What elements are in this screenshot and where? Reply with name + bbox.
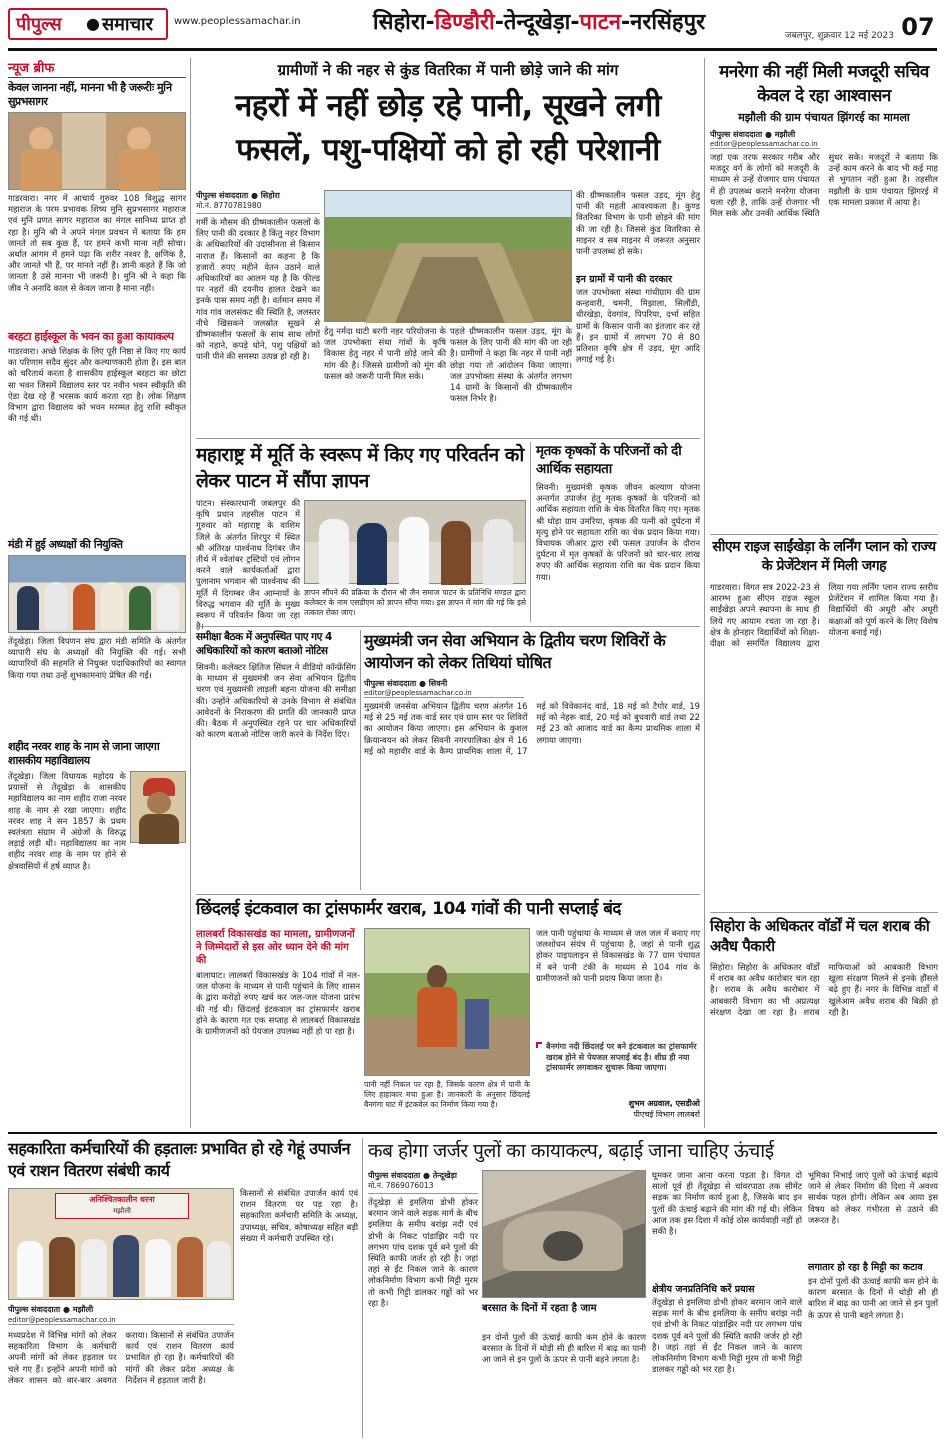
brief-text: तेंदूखेड़ा। जिला विपणन संघ द्वारा मंडी समिति के अंतर्गत व्यापारी संघ के अध्यक्षों की नियुक्ति की गई। सभी व्यापारियों की सहमति से नियुक्त पदाधिकारियों का स्वागत किया गया तथा उन्हें शुभकामनाएं प्रेषित की गईं। xyxy=(8,636,186,680)
patan-text: पाटन। संस्कारधानी जबलपुर की कृषि प्रधान तहसील पाटन में गुरुवार को महाराष्ट्र के वाशिम जिले के अंतर्गत शिरपुर में स्थित श्री अंतिरक्ष पार्श्वनाथ दिगंबर जैन तीर्थ में श्वेतांबर ट्रस्टियों एवं लोगन करने वाले कार्यकर्ताओं द्वारा पुलानाम भगवान श्री पार्श्वनाथ की मूर्ति में दिगम्बर जैन आम्नायों के विरुद्ध भगवान की मूर्ति के मुख्य स्वरूप में परिवर्तन किया जा रहा xyxy=(196,498,300,621)
lead-right-text2: जल उपभोक्ता संस्था गांधीग्राम की ग्राम कन्हवारी, चमनी, मिझाला, सिलौंडी, धीरखेड़ा, देवगांव, पिपरिया, दर्भा सहित ग्रामों के किसान पानी का इंतजार कर रहे हैं। इन ग्रामों में लगभग 70 से 80 प्रतिशत कृषि क्षेत्र में उड़द, मूंग आदि लगाई गई है। xyxy=(576,287,700,365)
seem-story xyxy=(710,538,938,908)
bridge-right-text: घूमकर जाना आना करना पड़ता है। विगत दो सालों पूर्व ही तेंदूखेड़ा से चांवरपाठा तक सीमेंट सड़क का निर्माण कार्य हुआ है, जिसके बाद इन पुलों की ऊंचाई बढ़ाने की मांग की गई थी। लेकिन आज तक इस दिशा में कोई ठोस कार्यवाही नहीं हो सकी है। xyxy=(652,1170,802,1237)
quote-text: बैनगंगा नदी छिंदलई पर बने इंटकवाल का ट्रांसफार्मर खराब होने से पेयजल सप्लाई बंद है। शीघ्र ही नया ट्रांसफार्मर लगवाकर सुचारू किया जाएगा। xyxy=(546,1042,697,1072)
logo-main: पीपुल्स xyxy=(16,14,62,35)
divider xyxy=(196,894,700,895)
mgnrega-story xyxy=(710,60,938,530)
lead-kicker: ग्रामीणों ने की नहर से कुंड वितरिका में पानी छोड़े जाने की मांग xyxy=(277,61,619,79)
strike-email[interactable]: editor@peoplessamachar.co.in xyxy=(8,1316,234,1325)
review-text: सिवनी। कलेक्टर क्षितिज सिंघल ने वीडियो कॉन्फ्रेंसिंग के माध्यम से मुख्यमंत्री जन सेवा अभियान द्वितीय चरण एवं मुख्यमंत्री लाड़ली बहना योजना की समीक्षा की। उन्होंने अधिकारियों से उनके विभाग से संबंधित आवेदनों के निराकरण की प्रगति की जानकारी प्राप्त की। बैठक में अनुपस्थित रहने पर चार अधिकारियों को कारण बताओ नोटिस जारी करने के निर्देश दिए। xyxy=(196,662,356,740)
brief-text: गाडरवारा। अच्छे शिक्षक के लिए पूरी निष्ठा से किए गए कार्य का परिणाम सदैव सुंदर और कल्याणकारी होता है। इस बात को चरितार्थ करता है शासकीय हाईस्कूल बरहटा का छोटा सा भवन जिसमें विद्यालय स्तर पर नवीन भवन स्वीकृति की ऐडा देख रहे हैं भरसक कार्य करता रहा है। लोक शिक्षण विभाग द्वारा विद्यालय को भवन मरम्मत हेतु राशि स्वीकृत की गई थी। xyxy=(8,346,186,424)
lead-right-text: की ग्रीष्मकालीन फसल उड़द, मूंग हेतु पानी की महती आवश्यकता है। कुण्ड वितरिका विभाग के पानी छोड़ने की मांग की जा रही है। जिससे कुंड वितरिका से माइनर व सब माइनर में जरूरत अनुसार पानी उपलब्ध हो सके। xyxy=(576,190,700,257)
bridge-subhead: लगातार हो रहा है मिट्टी का कटाव xyxy=(808,1262,923,1273)
jansewa-headline: मुख्यमंत्री जन सेवा अभियान के द्वितीय चरण शिविरों के आयोजन को लेकर तिथियां घोषित xyxy=(364,631,666,672)
mgnrega-text: जहां एक तरफ सरकार गरीब और मजदूर वर्ग के लोगों को मजदूरी के माध्यम से उन्हें रोजगार ग्राम पंचायत में ही उपलब्ध कराने मनरेगा योजना चला रही है, ताकि उन्हें रोजगार भी मिल सके और उनकी आर्थिक स्थिति सुधर सके। मजदूरों ने बताया कि उन्हें काम करने के बाद भी कई माह से भुगतान नहीं हुआ है। तहसील मझौली के ग्राम पंचायत झिंगरई में एक मामला प्रकाश में आया है। xyxy=(710,152,938,219)
brief-label: न्यूज ब्रीफ xyxy=(8,58,186,78)
edition-title: सिहोरा-डिण्डौरी-तेन्दूखेड़ा-पाटन-नरसिंहपुर xyxy=(372,10,706,35)
brief-text: तेंदूखेड़ा। जिला विधायक महोदय के प्रयासों से तेंदूखेड़ा के शासकीय महाविद्यालय का नाम शहीद राजा नरवर शाह के नाम से रखा जाएगा। शहीद नरवर शाह ने सन 1857 के प्रथम स्वतंत्रता संग्राम में अंग्रेजों के विरुद्ध लड़ाई लड़ी थी। महाविद्यालय का नाम शहीद नरवर शाह के नाम पर होने से क्षेत्रवासियों में हर्ष व्याप्त है। xyxy=(8,771,126,871)
transformer-subhead: लालबर्रा विकासखंड का मामला, ग्रामीणजनों ने जिम्मेदारों से इस ओर ध्यान देने की मांग की xyxy=(196,929,355,966)
memorandum-photo xyxy=(304,500,526,584)
brief-headline: केवल जानना नहीं, मानना भी है जरूरीः मुनि सुप्रभसागर xyxy=(8,81,172,108)
divider xyxy=(704,58,705,1128)
page-number: 07 xyxy=(901,13,935,41)
banner-text: अनिश्चितकालीन धरना xyxy=(89,1195,155,1204)
jansewa-byline: पीपुल्स संवाददाता ● सिवनी xyxy=(364,679,448,688)
bridge-right-text2: तेंदूखेड़ा से इमलिया डोभी होकर बरमान जाने वाले सड़क मार्ग के बीच इमलिया के समीप बरांझ नदी एवं डोभी के निकट पांडाझिर नदी पर लगभग पांच दशक पूर्व बने पुलों की स्थिति काफी जर्जर हो रही है। जहां तहां से ईंट निकल जाने के कारण लोकनिर्माण विभाग कभी मिट्टी मुरम तो कभी गिट्टी डालकर गड्ढों को भर रहा है। xyxy=(652,1297,802,1375)
masthead-rule xyxy=(8,48,937,51)
mgnrega-byline: पीपुल्स संवाददाता ● मझौली xyxy=(710,130,796,139)
transformer-caption: पानी नहीं निकल पर रहा है, जिसके कारण क्षेत्र में पानी के लिए हाहाकार मचा हुआ है। जानकारी के अनुसार छिंदलई बैनगंगा घाट में इंटकवेल का निर्माण किया गया है। xyxy=(364,1080,530,1109)
brief-text: गाडरवारा। नगर में आचार्य गुरुवर 108 विशुद्ध सागर महाराज के परम प्रभावक शिष्य मुनि सुप्रभसागर महाराज एवं मुनि प्रणत सागर महाराज का मंगल सानिध्य प्राप्त हो रहा है। मुनि श्री ने अपने मंगल प्रवचन में बताया कि हम जानते तो सब कुछ हैं, पर हमने कभी माना नहीं सोचा। अर्थात आगम में हमने पढ़ा कि शरीर नश्वर है, क्षणिक है, और जानते भी हैं, पर मानते नहीं हैं। ज्ञानी कहते हैं कि जो जानता है उसे मानना भी जरूरी है। मुनि श्री ने कहा कि जीव ने अनादि काल से केवल जाना है माना नहीं। xyxy=(8,193,186,293)
relief-text: सिवनी। मुख्यमंत्री कृषक जीवन कल्याण योजना अन्तर्गत उपार्जन हेतु मृतक कृषकों के परिजनों को आर्थिक सहायता राशि के चेक वितरित किए गए। मृतक श्री घोड़ा ग्राम उमरिया, कृषक की पत्नी को दुर्घटना में मृत्यु होने पर सहायता राशि का चेक प्रदान किया गया। विधायक जीआर द्वारा रबी फसल उपार्जन के दौरान दुर्घटना में मृत कृषकों के परिजनों को चार-चार लाख रुपए की आर्थिक सहायता राशि का चेक प्रदान किया गया। xyxy=(536,482,700,582)
mgnrega-email[interactable]: editor@peoplessamachar.co.in xyxy=(710,140,820,149)
brief-headline: मंडी में हुई अध्यक्षों की नियुक्ति xyxy=(8,538,123,551)
bridge-story xyxy=(368,1138,938,1438)
sihora-story xyxy=(710,916,938,1128)
bridge-headline: कब होगा जर्जर पुलों का कायाकल्प, बढ़ाई जाना चाहिए ऊंचाई xyxy=(368,1140,774,1162)
lead-subhead: इन ग्रामों में पानी की दरकार xyxy=(576,274,673,285)
strike-story xyxy=(8,1138,358,1438)
jansewa-text: मुख्यमंत्री जनसेवा अभियान द्वितीय चरण अंतर्गत 16 मई से 25 मई तक वार्ड स्तर एवं ग्राम स्तर पर शिविरों का आयोजन किया जाएगा। इस अभियान के कुशल क्रियान्वयन को लेकर सिवनी नगरपालिका क्षेत्र में 16 मई को महावीर वार्ड के कैम्प प्राथमिक शाला में, 17 मई को विवेकानंद वार्ड, 18 मई को टैगोर वार्ड, 19 मई को नेहरू वार्ड, 20 मई को बुधवारी वार्ड तथा 22 मई 23 को आजाद वार्ड का कैम्प प्राथमिक शाला में लगाया जाएगा। xyxy=(364,701,700,756)
mgnrega-headline: मनरेगा की नहीं मिली मजदूरी सचिव केवल दे रहा आश्वासन xyxy=(719,62,929,106)
jansewa-story xyxy=(364,630,700,890)
bridge-byline: पीपुल्स संवाददाता ● तेन्दूखेड़ा xyxy=(368,1171,457,1180)
bridge-far xyxy=(808,1170,938,1438)
seem-headline: सीएम राइज साईंखेड़ा के लर्निंग प्लान को राज्य के प्रेजेंटेशन में मिली जगह xyxy=(712,539,936,574)
monk-photo xyxy=(8,112,186,190)
strike-headline: सहकारिता कर्मचारियों की हड़तालः प्रभावित हो रहे गेहूं उपार्जन एवं राशन वितरण संबंधी कार्य xyxy=(8,1139,350,1180)
logo-bullet-icon: ● xyxy=(86,14,100,33)
bottom-rule xyxy=(8,1132,937,1134)
bridge-caption-head: बरसात के दिनों में रहता है जाम xyxy=(482,1303,597,1314)
divider xyxy=(362,1138,363,1438)
bridge-photo xyxy=(482,1170,646,1298)
transformer-headline: छिंदलई इंटकवाल का ट्रांसफार्मर खराब, 104 गांवों की पानी सप्लाई बंद xyxy=(196,899,621,919)
patan-story xyxy=(196,442,526,622)
lead-headline: नहरों में नहीं छोड़ रहे पानी, सूखने लगी फसलें, पशु-पक्षियों को हो रही परेशानी xyxy=(235,88,661,168)
strike-byline: पीपुल्स संवाददाता ● मझौली xyxy=(8,1305,94,1314)
transformer-right-text: जल पानी पहुंचाया के माध्यम से जल जल में बनाए गए जलशोधन संयंत्र में पहुंचाया है, जहां से पानी शुद्ध होकर पाइपलाइन से विकासखंड के 77 ग्राम पंचायत में बने पानी टंकी के माध्यम से 104 गांव के ग्रामीणजनों को पानी प्रदाय किया जाता है। xyxy=(536,928,700,983)
review-headline: समीक्षा बैठक में अनुपस्थित पाए गए 4 अधिकारियों को कारण बताओ नोटिस xyxy=(196,631,332,657)
website[interactable]: www.peoplessamachar.in xyxy=(174,16,301,27)
bridge-subhead: क्षेत्रीय जनप्रतिनिधि करें प्रयास xyxy=(652,1284,755,1295)
divider xyxy=(190,58,191,1128)
patan-caption: ज्ञापन सौंपने की प्रक्रिया के दौरान श्री जैन समाज पाटन के प्रतिनिधि मण्डल द्वारा कलेक्टर के नाम एसडीएम को ज्ञापन सौंपा गया। इस ज्ञापन में मांग की गई कि इसे तत्काल रोका जाए। xyxy=(304,588,526,617)
lead-mid-text: पहले ग्रीष्मकालीन फसल उड़द, मूंग के फसल के लिए पानी की मांग की जा रही है। ग्रामीणों ने कहा कि नहर में पानी नहीं छोड़ा गया तो आंदोलन किया जाएगा। जल उपभोक्ता संस्था के अंतर्गत लगभग 14 ग्रामों के किसानों की ग्रीष्मकालीन फसल निर्भर है। xyxy=(450,326,572,404)
canal-photo xyxy=(324,190,572,322)
transformer-story xyxy=(196,898,700,1128)
divider xyxy=(196,626,700,627)
lead-right xyxy=(576,190,700,434)
transformer-text: बालाघाट। लालबर्रा विकासखंड के 104 गांवों में नल-जल योजना के माध्यम से पानी पहुंचाने के लिए शासन के द्वारा करोड़ों रुपए खर्च कर जल-जल योजना प्रारंभ की गई थी। छिंदलई इंटकवाल का ट्रांसफार्मर खराब होने के कारण गत एक सप्ताह से लालबर्रा विकासखंड के ग्रामीणजनों को पेयजल उपलब्ध नहीं हो पा रहा है। xyxy=(196,970,360,1037)
bridge-byline-box xyxy=(368,1170,478,1429)
seem-text: गाडरवारा। विगत सत्र 2022-23 से आरम्भ हुआ सीएम राइज स्कूल साईंखेड़ा अपने स्थापना के साथ ही लिये गए आयाम रचता जा रहा है। क्षेत्र के होनहार विद्यार्थियों को शिक्षा-दीक्षा को समर्पित विद्यालय द्वारा लिया गया लर्निंग प्लान राज्य स्तरीय प्रेजेंटेशन में शामिल किया गया है। विद्यार्थियों की अधूरी और अधूरी कक्षाओं को पूर्ण करने के लिए विशेष योजना बनाई गई। xyxy=(710,582,938,649)
transformer-quote xyxy=(536,1042,700,1126)
portrait-photo xyxy=(130,771,186,843)
lead-byline: पीपुल्स संवाददाता ● सिहोरा xyxy=(196,191,280,200)
bridge-mobile: मो.नं. 7869076013 xyxy=(368,1181,478,1194)
divider xyxy=(360,630,361,890)
review-story xyxy=(196,630,356,890)
logo-sub: समाचार xyxy=(102,14,154,35)
quote-author: शुभम अग्रवाल, एसडीओ xyxy=(628,1099,700,1108)
relief-story xyxy=(536,442,700,624)
strike-text2: किसानों से संबंधित उपार्जन कार्य एवं राशन वितरण पर पड़ रहा है। सहकारिता कर्मचारी समिति के अध्यक्ष, उपाध्यक्ष, सचिव, कोषाध्यक्ष सहित बड़ी संख्या में कर्मचारी उपस्थित रहे। xyxy=(240,1188,358,1243)
banner-sub: मझौली xyxy=(113,1207,131,1215)
patan-headline: महाराष्ट्र में मूर्ति के स्वरूप में किए गए परिवर्तन को लेकर पाटन में सौंपा ज्ञापन xyxy=(196,444,524,492)
traders-photo xyxy=(8,555,186,633)
quote-org: पीएचई विभाग लालबर्रा xyxy=(633,1110,700,1119)
lead-text: गर्मी के मौसम की ग्रीष्मकालीन फसलों के लिए पानी की दरकार है किंतु नहर विभाग के अधिकारियों की उदासीनता से किसान नाराज हैं। किसानों का कहना है कि हजारों रुपए महीने वेतन उठाने वाले अधिकारियों का आलम यह है कि फील्ड पर नहरों की दयनीय हालत देखने का इनके पास समय नहीं है। वर्तमान समय में गांव गांव जलसंकट की स्थिति है, जलस्तर नीचे खिसकने जलस्रोत सूखने से ग्रीष्मकालीन फसलों के साथ साथ लोगों को नहाने, कपड़े धोने, पशु पक्षियों को पानी पीने की समस्या उत्पन्न हो रही है। xyxy=(196,217,320,362)
lead-mobile: मो.नं. 8770781980 xyxy=(196,201,320,214)
intake-photo xyxy=(364,928,530,1076)
logo-box xyxy=(8,8,168,40)
bridge-right xyxy=(652,1170,802,1438)
bridge-far-text2: इन दोनों पुलों की ऊंचाई काफी कम होने के कारण बरसात के दिनों में थोड़ी सी ही बारिश में बाढ़ का पानी आ जाने से इन पुलों के ऊपर से पानी बहने लगता है। xyxy=(808,1276,938,1320)
brief-headline: बरहटा हाईस्कूल के भवन का हुआ कायाकल्प xyxy=(8,330,174,343)
mgnrega-subhead: मझौली की ग्राम पंचायत झिंगरई का मामला xyxy=(738,111,910,124)
brief-headline: शहीद नरवर शाह के नाम से जाना जाएगा शासकीय महाविद्यालय xyxy=(8,740,160,767)
strike-photo xyxy=(8,1188,234,1300)
relief-headline: मृतक कृषकों के परिजनों को दी आर्थिक सहायता xyxy=(536,443,682,477)
sihora-headline: सिहोरा के अधिकतर वॉर्डों में चल शराब की अवैध पैकारी xyxy=(710,917,930,955)
bridge-text: तेंदूखेड़ा से इमलिया डोभी होकर बरमान जाने वाले सड़क मार्ग के बीच इमलिया के समीप बरांझ नदी एवं डोभी के निकट पांडाझिर नदी पर लगभग पांच दशक पूर्व बने पुलों की स्थिति काफी जर्जर हो रही है। जहां तहां से ईंट निकल जाने के कारण लोकनिर्माण विभाग कभी मिट्टी मुरम तो कभी गिट्टी डालकर गड्ढों को भर रहा है। xyxy=(368,1197,478,1308)
lead-photo-caption: हेतु नर्मदा घाटी बरगी नहर परियोजना के जल उपभोक्ता संथा गांवों के कृषि विकास हेतु नहर में पानी छोड़े जाने की मांग की है। जिससे ग्रामीणों को मूंग की फसल को जरूरी पानी मिल सके। xyxy=(324,326,446,381)
jansewa-email[interactable]: editor@peoplessamachar.co.in xyxy=(364,689,524,698)
lead-byline-box xyxy=(196,190,320,425)
bridge-caption: इन दोनों पुलों की ऊंचाई काफी कम होने के कारण बरसात के दिनों में थोड़ी सी ही बारिश में बाढ़ का पानी आ जाने से इन पुलों के ऊपर से पानी बहने लगता है। xyxy=(482,1332,646,1365)
divider xyxy=(530,442,531,622)
sihora-text: सिहोरा। सिहोरा के अधिकतर वॉर्डों में शराब का अवैध कारोबार चल रहा है। शराब के अवैध कारोबार में आबकारी विभाग का भी अप्रत्यक्ष संरक्षण देखा जा रहा है। शराब माफियाओं को आबकारी विभाग खुला संरक्षण मिलने से इनके हौंसले बढ़े हुए हैं। नगर के विभिन्न वार्डों में खुलेआम अवैध शराब की बिक्री हो रही है। xyxy=(710,962,938,1017)
divider xyxy=(710,912,938,913)
divider xyxy=(196,438,700,439)
bridge-far-text: भूमिका निभाई जाएं पुलों को ऊंचाई बढ़ाये जाने से लेकर निर्माण की दिशा में अवश्य सार्थक पहल होगी। लेकिन अब आया इस विषय को लेकर गंभीरता से उठाने की जरूरत है। xyxy=(808,1170,938,1225)
lead-story xyxy=(196,60,700,436)
strike-text: मध्यप्रदेश में विभिन्न मांगों को लेकर सहकारिता विभाग के कर्मचारी अपनी मांगों को लेकर हड़ताल पर चले गए हैं। इन्होंने अपनी मांगों को लेकर शासन को बार-बार अवगत कराया। किसानों से संबंधित उपार्जन कार्य एवं राशन वितरण कार्य प्रभावित हो रहा है। कर्मचारियों की मांगों की लेकर प्रदेश अध्यक्ष के निर्देशन में हड़ताल जारी है। xyxy=(8,1330,234,1385)
news-brief xyxy=(8,58,186,1130)
dateline: जबलपुर, शुक्रवार 12 मई 2023 xyxy=(784,31,894,41)
divider xyxy=(710,534,938,535)
masthead xyxy=(0,0,945,62)
